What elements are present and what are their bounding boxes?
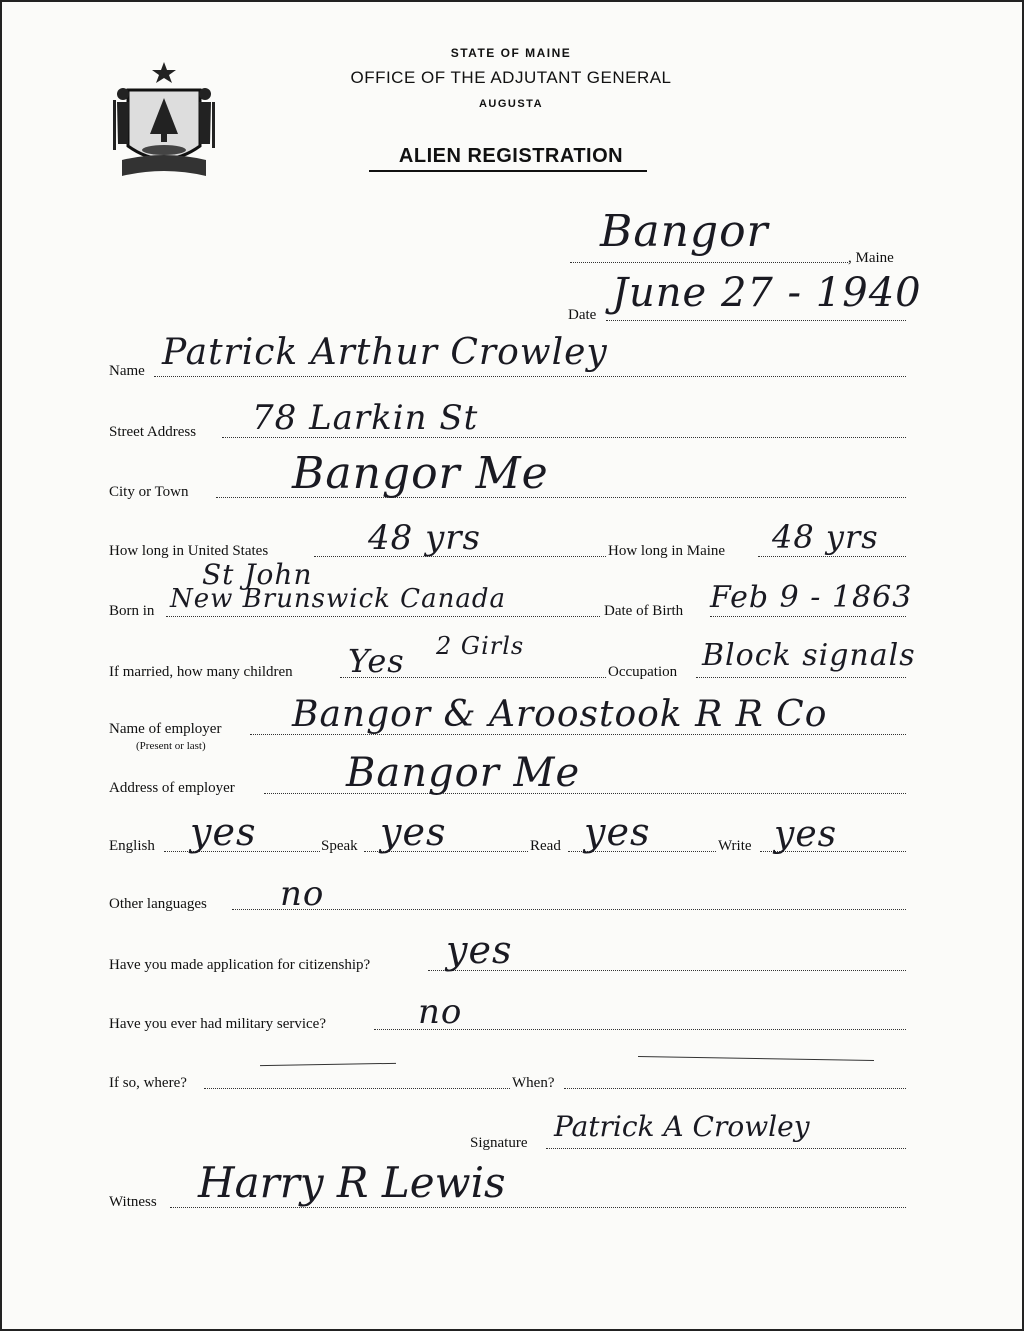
- witness-value: Harry R Lewis: [198, 1158, 506, 1207]
- town-value: Bangor: [600, 206, 769, 257]
- date-line: [606, 320, 906, 321]
- name-label: Name: [109, 363, 145, 379]
- signature-line: [546, 1148, 906, 1149]
- read-value: yes: [584, 810, 651, 854]
- street-label: Street Address: [109, 424, 197, 440]
- office-heading: OFFICE OF THE ADJUTANT GENERAL: [350, 68, 672, 87]
- when-line: [564, 1088, 906, 1089]
- where-dash: [260, 1063, 396, 1066]
- occupation-value: Block signals: [702, 638, 916, 673]
- city-value: Bangor Me: [292, 448, 549, 499]
- dob-line: [710, 616, 906, 617]
- married-value: Yes: [348, 642, 405, 680]
- where-line: [204, 1088, 510, 1089]
- when-label: When?: [512, 1075, 555, 1091]
- other-languages-value: no: [280, 874, 325, 914]
- name-value: Patrick Arthur Crowley: [162, 332, 608, 373]
- signature-value: Patrick A Crowley: [554, 1110, 810, 1143]
- how-long-us-value: 48 yrs: [368, 518, 481, 558]
- how-long-me-value: 48 yrs: [772, 518, 879, 556]
- how-long-me-line: [758, 556, 906, 557]
- occupation-label: Occupation: [608, 664, 678, 680]
- signature-label: Signature: [470, 1135, 528, 1151]
- citizenship-label: Have you made application for citizenship?: [109, 957, 371, 973]
- witness-line: [170, 1207, 906, 1208]
- born-in-label: Born in: [109, 603, 155, 619]
- name-line: [154, 376, 906, 377]
- occupation-line: [696, 677, 906, 678]
- employer-address-value: Bangor Me: [346, 750, 581, 796]
- citizenship-value: yes: [446, 928, 513, 972]
- married-label: If married, how many children: [109, 664, 293, 680]
- date-value: June 27 - 1940: [612, 270, 922, 316]
- employer-value: Bangor & Aroostook R R Co: [292, 694, 828, 735]
- write-value: yes: [774, 814, 838, 855]
- speak-value: yes: [380, 810, 447, 854]
- witness-label: Witness: [109, 1194, 157, 1210]
- military-value: no: [418, 992, 463, 1032]
- dob-label: Date of Birth: [604, 603, 684, 619]
- state-heading: STATE OF MAINE: [450, 46, 572, 60]
- military-label: Have you ever had military service?: [109, 1016, 326, 1032]
- employer-sublabel: (Present or last): [136, 740, 206, 752]
- when-dash: [638, 1056, 874, 1061]
- how-long-us-label: How long in United States: [109, 543, 269, 559]
- english-label: English: [109, 838, 155, 854]
- employer-address-label: Address of employer: [109, 780, 235, 796]
- title-underline: [369, 170, 647, 172]
- born-in-value: New Brunswick Canada: [170, 584, 506, 614]
- form-title: ALIEN REGISTRATION: [398, 145, 624, 167]
- born-in-city-value: St John: [202, 558, 313, 591]
- city-label: City or Town: [109, 484, 189, 500]
- employer-label: Name of employer: [109, 721, 222, 737]
- born-in-line: [166, 616, 600, 617]
- street-value: 78 Larkin St: [252, 398, 479, 438]
- where-label: If so, where?: [109, 1075, 187, 1091]
- children-value: 2 Girls: [436, 632, 525, 660]
- english-value: yes: [190, 810, 257, 854]
- other-languages-label: Other languages: [109, 896, 207, 912]
- dob-value: Feb 9 - 1863: [710, 580, 913, 615]
- speak-label: Speak: [321, 838, 358, 854]
- date-label: Date: [568, 307, 597, 323]
- read-label: Read: [530, 838, 561, 854]
- other-languages-line: [232, 909, 906, 910]
- town-line: [570, 262, 848, 263]
- write-label: Write: [718, 838, 752, 854]
- city-heading: AUGUSTA: [478, 98, 544, 110]
- maine-label: , Maine: [848, 250, 894, 266]
- how-long-me-label: How long in Maine: [608, 543, 726, 559]
